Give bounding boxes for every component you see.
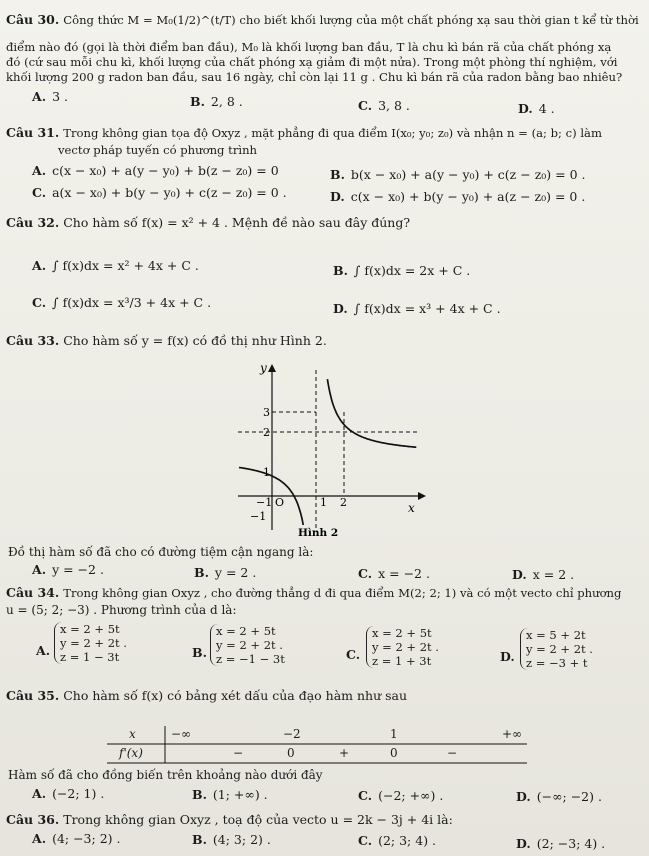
sign-table-zero-2: 0 <box>390 746 398 760</box>
origin-label: O <box>275 496 285 509</box>
sign-table-x-neg-inf: −∞ <box>171 727 192 741</box>
q32-option-d[interactable]: D. ∫ f(x)dx = x³ + 4x + C . <box>333 301 501 316</box>
q31-text-1: Trong không gian tọa độ Oxyz , mặt phẳng đi qua điểm I(x₀; y₀; z₀) và nhận n = (a; b; c) làm <box>63 126 602 140</box>
q34-option-c[interactable]: x = 2 + 5t y = 2 + 2t . z = 1 + 3t <box>366 626 439 668</box>
q34-line-2: u = (5; 2; −3) . Phương trình của d là: <box>6 603 237 617</box>
q31-line-2: vectơ pháp tuyến có phương trình <box>58 143 258 157</box>
xtick-neg1: −1 <box>256 496 273 509</box>
q31-option-a[interactable]: A. c(x − x₀) + a(y − y₀) + b(z − z₀) = 0 <box>32 163 279 178</box>
q32-option-b[interactable]: B. ∫ f(x)dx = 2x + C . <box>333 263 471 278</box>
q31-option-b[interactable]: B. b(x − x₀) + a(y − y₀) + c(z − z₀) = 0 . <box>330 167 586 182</box>
q32-text: Cho hàm số f(x) = x² + 4 . Mệnh đề nào sau đây đúng? <box>63 215 411 230</box>
q34-option-a-label: A. <box>36 643 51 658</box>
q30-option-d[interactable]: D. 4 . <box>518 101 555 116</box>
q31-option-d[interactable]: D. c(x − x₀) + b(y − y₀) + a(z − z₀) = 0 . <box>330 189 586 204</box>
figure-caption: Hình 2 <box>298 527 339 539</box>
q31-line-1 <box>6 125 602 141</box>
q34-option-b[interactable]: x = 2 + 5t y = 2 + 2t . z = −1 − 3t <box>210 624 285 666</box>
q35-option-a[interactable]: A. (−2; 1) . <box>32 786 105 801</box>
curve-right-branch <box>327 379 416 447</box>
ytick-3: 3 <box>263 406 270 419</box>
q30-option-b[interactable]: B. 2, 8 . <box>190 94 243 109</box>
q32-option-c[interactable]: C. ∫ f(x)dx = x³/3 + 4x + C . <box>32 295 212 310</box>
q35-question: Hàm số đã cho đồng biến trên khoảng nào dưới đây <box>8 768 323 782</box>
sign-table-sign-3: − <box>447 746 458 760</box>
q30-text-1: Công thức M = M₀(1/2)^(t/T) cho biết khối lượng của một chất phóng xạ sau thời gian t kể từ thời <box>63 13 639 27</box>
q30-number: Câu 30. <box>6 12 60 27</box>
q33-option-b[interactable]: B. y = 2 . <box>194 565 257 580</box>
q30-line-3: đó (cứ sau mỗi chu kì, khối lượng của chất phóng xạ giảm đi một nửa). Trong một phòng thí nghiệm, với <box>6 55 618 69</box>
sign-table <box>107 726 527 764</box>
q34-option-c-label: C. <box>346 647 361 662</box>
q35-text: Cho hàm số f(x) có bảng xét dấu của đạo hàm như sau <box>63 688 408 703</box>
sign-table-x-pos-inf: +∞ <box>502 727 523 741</box>
xtick-2: 2 <box>340 496 347 509</box>
q32-number: Câu 32. <box>6 215 60 230</box>
xtick-1: 1 <box>320 496 327 509</box>
q33-text: Cho hàm số y = f(x) có đồ thị như Hình 2. <box>63 333 327 348</box>
sign-table-x-label: x <box>129 727 136 741</box>
x-axis-arrow <box>418 492 426 500</box>
sign-table-lines <box>107 726 527 764</box>
sign-table-sign-2: + <box>339 746 350 760</box>
q30-option-c[interactable]: C. 3, 8 . <box>358 98 410 113</box>
q35-number: Câu 35. <box>6 688 60 703</box>
x-axis-label: x <box>408 501 415 515</box>
q36-option-c[interactable]: C. (2; 3; 4) . <box>358 833 437 848</box>
q31-number: Câu 31. <box>6 125 60 140</box>
q34-number: Câu 34. <box>6 585 60 600</box>
q36-option-a[interactable]: A. (4; −3; 2) . <box>32 831 121 846</box>
ytick-2: 2 <box>263 426 270 439</box>
q36-option-d[interactable]: D. (2; −3; 4) . <box>516 836 606 851</box>
hinh-2-graph <box>228 360 428 540</box>
q36-text: Trong không gian Oxyz , toạ độ của vecto u = 2k − 3j + 4i là: <box>63 812 453 827</box>
q30-line-2: điểm nào đó (gọi là thời điểm ban đầu), M₀ là khối lượng ban đầu, T là chu kì bán rã của chất phóng xạ <box>6 40 612 54</box>
sign-table-x-neg2: −2 <box>283 727 301 741</box>
sign-table-fprime-label: f'(x) <box>119 746 143 760</box>
q34-line-1 <box>6 585 621 601</box>
q36-option-b[interactable]: B. (4; 3; 2) . <box>192 832 271 847</box>
q35-option-d[interactable]: D. (−∞; −2) . <box>516 789 602 804</box>
q33-question: Đồ thị hàm số đã cho có đường tiệm cận ngang là: <box>8 545 314 559</box>
q34-option-d[interactable]: x = 5 + 2t y = 2 + 2t . z = −3 + t <box>520 628 593 670</box>
q30-line-1 <box>6 12 639 28</box>
q32-option-a[interactable]: A. ∫ f(x)dx = x² + 4x + C . <box>32 258 199 273</box>
q36-number: Câu 36. <box>6 812 60 827</box>
ytick-1: 1 <box>263 466 270 479</box>
q30-option-a[interactable]: A. 3 . <box>32 89 68 104</box>
y-axis-label: y <box>260 361 267 375</box>
q33-number: Câu 33. <box>6 333 60 348</box>
q33-line <box>6 333 327 348</box>
q32-line <box>6 215 410 230</box>
q34-text-1: Trong không gian Oxyz , cho đường thẳng d đi qua điểm M(2; 2; 1) và có một vecto chỉ phương <box>63 586 622 600</box>
q33-option-a[interactable]: A. y = −2 . <box>32 562 104 577</box>
q33-option-d[interactable]: D. x = 2 . <box>512 567 575 582</box>
ytick-neg1: −1 <box>250 510 267 523</box>
q35-line <box>6 688 407 703</box>
q34-option-b-label: B. <box>192 645 207 660</box>
q36-line <box>6 812 453 827</box>
y-axis-arrow <box>268 364 276 372</box>
q34-option-a[interactable]: x = 2 + 5t y = 2 + 2t . z = 1 − 3t <box>54 622 127 664</box>
q35-option-c[interactable]: C. (−2; +∞) . <box>358 788 444 803</box>
q31-option-c[interactable]: C. a(x − x₀) + b(y − y₀) + c(z − z₀) = 0 . <box>32 185 287 200</box>
q30-line-4: khối lượng 200 g radon ban đầu, sau 16 ngày, chỉ còn lại 11 g . Chu kì bán rã của radon bằng bao nhiêu? <box>6 70 623 84</box>
sign-table-x-1: 1 <box>390 727 398 741</box>
q35-option-b[interactable]: B. (1; +∞) . <box>192 787 268 802</box>
q34-option-d-label: D. <box>500 649 515 664</box>
sign-table-zero-1: 0 <box>287 746 295 760</box>
q33-option-c[interactable]: C. x = −2 . <box>358 566 430 581</box>
sign-table-sign-1: − <box>233 746 244 760</box>
